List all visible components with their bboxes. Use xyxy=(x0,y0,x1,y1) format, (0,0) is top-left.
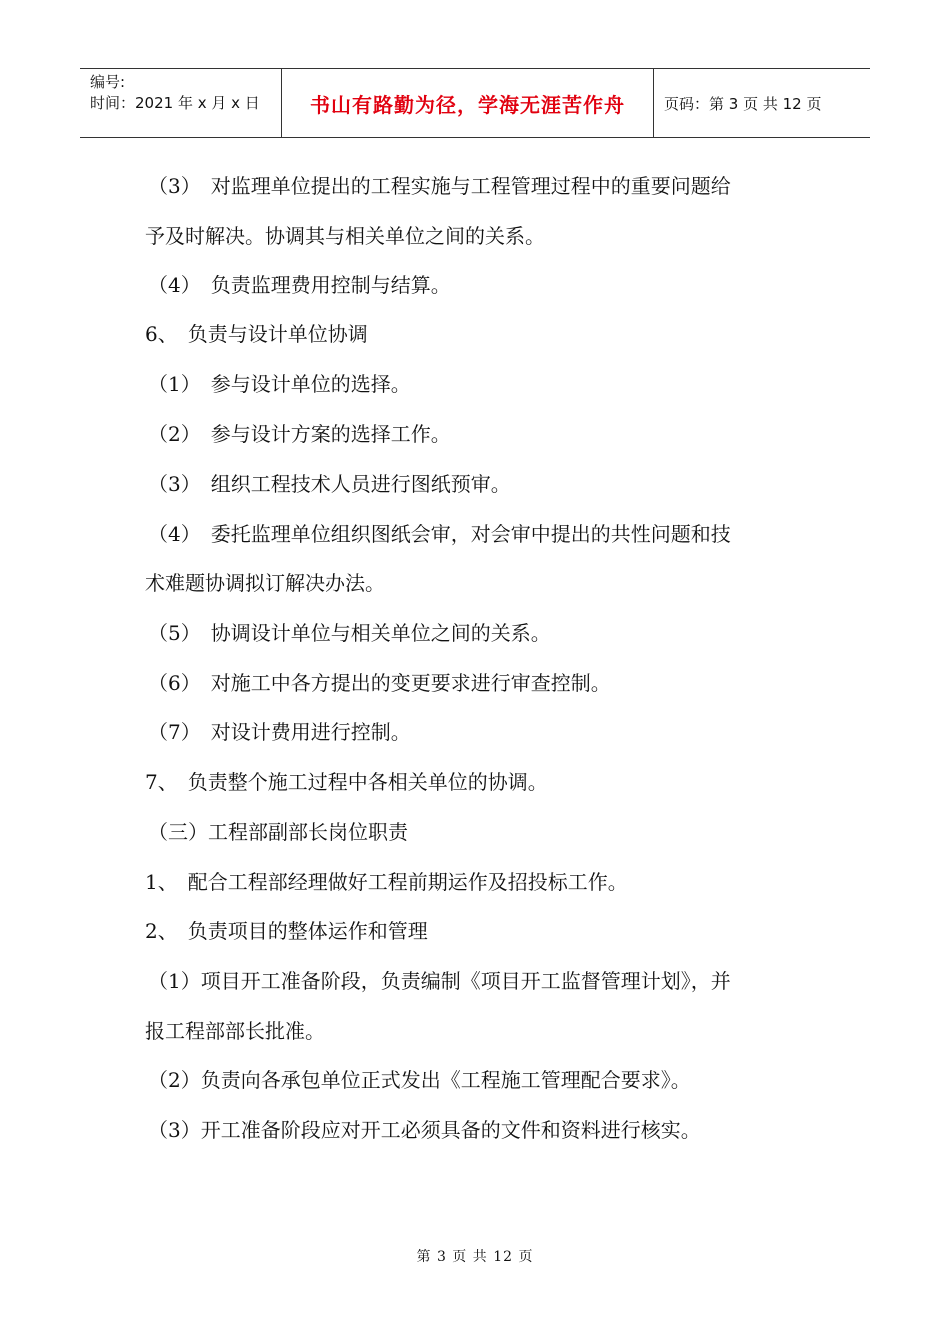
body-line: （7） 对设计费用进行控制。 xyxy=(148,720,411,744)
body-line: （2） 参与设计方案的选择工作。 xyxy=(148,422,451,446)
body-line: （3） 组织工程技术人员进行图纸预审。 xyxy=(148,472,511,496)
header-motto: 书山有路勤为径，学海无涯苦作舟 xyxy=(282,69,654,137)
body-line: （1） 参与设计单位的选择。 xyxy=(148,372,411,396)
body-line: 1、 配合工程部经理做好工程前期运作及招投标工作。 xyxy=(145,870,628,894)
body-line: （6） 对施工中各方提出的变更要求进行审查控制。 xyxy=(148,671,611,695)
body-line: 术难题协调拟订解决办法。 xyxy=(145,571,385,595)
section-heading: 2、 负责项目的整体运作和管理 xyxy=(145,919,428,943)
header-page-info: 页码：第 3 页 共 12 页 xyxy=(664,94,822,113)
body-line: （3）开工准备阶段应对开工必须具备的文件和资料进行核实。 xyxy=(148,1118,701,1142)
section-heading: 7、 负责整个施工过程中各相关单位的协调。 xyxy=(145,770,548,794)
body-line: （3） 对监理单位提出的工程实施与工程管理过程中的重要问题给 xyxy=(148,174,731,198)
body-line: （1）项目开工准备阶段，负责编制《项目开工监督管理计划》，并 xyxy=(148,969,731,993)
body-line: 报工程部部长批准。 xyxy=(145,1019,325,1043)
body-line: 予及时解决。协调其与相关单位之间的关系。 xyxy=(145,224,545,248)
body-line: （5） 协调设计单位与相关单位之间的关系。 xyxy=(148,621,551,645)
section-heading: （三）工程部副部长岗位职责 xyxy=(148,820,408,844)
body-line: （4） 委托监理单位组织图纸会审，对会审中提出的共性问题和技 xyxy=(148,522,731,546)
document-number-label: 编号: xyxy=(90,73,126,91)
section-heading: 6、 负责与设计单位协调 xyxy=(145,322,368,346)
document-date-label: 时间：2021 年 x 月 x 日 xyxy=(90,94,260,112)
page-footer: 第 3 页 共 12 页 xyxy=(416,1249,534,1265)
body-line: （2）负责向各承包单位正式发出《工程施工管理配合要求》。 xyxy=(148,1068,691,1092)
body-line: （4） 负责监理费用控制与结算。 xyxy=(148,273,451,297)
